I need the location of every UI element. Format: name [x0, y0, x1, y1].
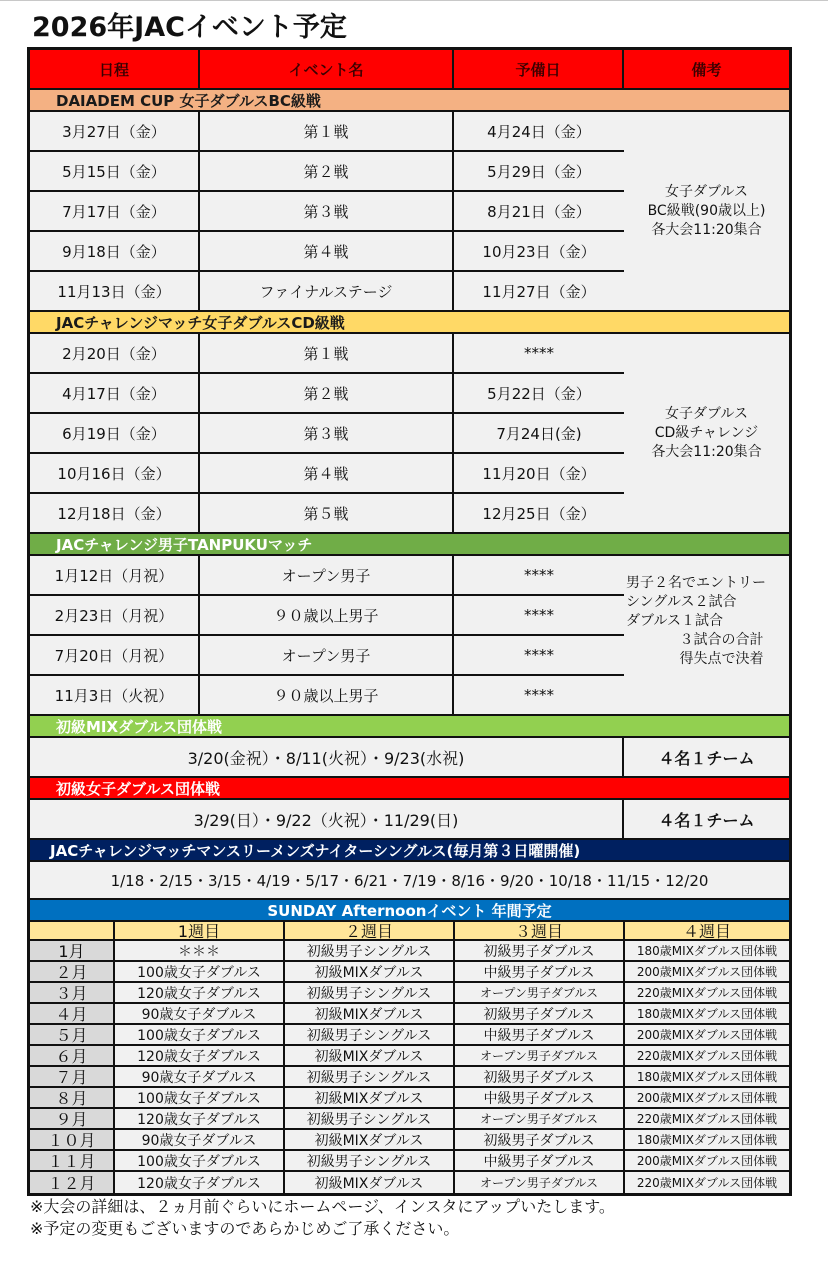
date-cell: 4月17日（金）	[30, 374, 200, 414]
date-cell: 2月20日（金）	[30, 334, 200, 374]
month-cell: １２月	[30, 1172, 115, 1193]
week1-cell: 120歳女子ダブルス	[115, 1046, 285, 1067]
week4-cell: 200歳MIXダブルス団体戦	[625, 1151, 789, 1172]
reserve-cell: 7月24日(金)	[454, 414, 624, 454]
event-cell: 第２戦	[200, 152, 454, 192]
date-cell: 10月16日（金）	[30, 454, 200, 494]
month-cell: ４月	[30, 1004, 115, 1025]
note-cell	[624, 334, 789, 534]
section-sunday-title: SUNDAY Afternoonイベント 年間予定	[30, 900, 789, 922]
week2-cell: 初級MIXダブルス	[285, 1004, 455, 1025]
note-cell: ４名１チーム	[624, 800, 789, 840]
reserve-cell: 5月22日（金）	[454, 374, 624, 414]
table-header	[30, 50, 789, 90]
table-row	[30, 152, 624, 192]
date-cell: 12月18日（金）	[30, 494, 200, 534]
week4-cell: 220歳MIXダブルス団体戦	[625, 1109, 789, 1130]
event-cell: オープン男子	[200, 636, 454, 676]
event-cell: 第５戦	[200, 494, 454, 534]
reserve-cell: ****	[454, 334, 624, 374]
date-cell: 7月20日（月祝）	[30, 636, 200, 676]
date-cell: 3月27日（金）	[30, 112, 200, 152]
section-cd	[30, 334, 789, 534]
month-cell: ５月	[30, 1025, 115, 1046]
week2-cell: 初級男子シングルス	[285, 941, 455, 962]
week3-cell: 中級男子ダブルス	[455, 1151, 625, 1172]
week1-cell: 90歳女子ダブルス	[115, 1004, 285, 1025]
week2-cell: 初級男子シングルス	[285, 983, 455, 1004]
week4-cell: 180歳MIXダブルス団体戦	[625, 1067, 789, 1088]
month-cell: １０月	[30, 1130, 115, 1151]
note-line: ダブルス１試合	[626, 613, 724, 629]
table-row	[30, 636, 624, 676]
week3-cell: オープン男子ダブルス	[455, 983, 625, 1004]
table-row	[30, 800, 789, 840]
week4-cell: 200歳MIXダブルス団体戦	[625, 1088, 789, 1109]
week4-cell: 180歳MIXダブルス団体戦	[625, 1004, 789, 1025]
date-cell: 11月3日（火祝）	[30, 676, 200, 716]
dates-cell: 1/18・2/15・3/15・4/19・5/17・6/21・7/19・8/16・9/20・10/18・11/15・12/20	[30, 862, 789, 900]
reserve-cell: 11月27日（金）	[454, 272, 624, 312]
week2-cell: 初級MIXダブルス	[285, 1130, 455, 1151]
week4-cell: 180歳MIXダブルス団体戦	[625, 941, 789, 962]
table-row	[30, 862, 789, 900]
table-row	[30, 738, 789, 778]
week3-cell: 初級男子ダブルス	[455, 1067, 625, 1088]
table-row	[30, 1130, 789, 1151]
month-cell: ３月	[30, 983, 115, 1004]
top-divider	[0, 0, 828, 1]
table-row	[30, 1025, 789, 1046]
week2-cell: 初級MIXダブルス	[285, 1088, 455, 1109]
table-row	[30, 1004, 789, 1025]
week3-cell: 中級男子ダブルス	[455, 1088, 625, 1109]
note-line: シングルス２試合	[626, 594, 737, 610]
week3-cell: オープン男子ダブルス	[455, 1109, 625, 1130]
week1-cell: 100歳女子ダブルス	[115, 1025, 285, 1046]
table-row	[30, 676, 624, 716]
reserve-cell: ****	[454, 636, 624, 676]
reserve-cell: 5月29日（金）	[454, 152, 624, 192]
section-tanpuku	[30, 556, 789, 716]
table-row	[30, 556, 624, 596]
month-cell: １１月	[30, 1151, 115, 1172]
month-cell: ２月	[30, 962, 115, 983]
table-row	[30, 334, 624, 374]
date-cell: 11月13日（金）	[30, 272, 200, 312]
week4-cell: 200歳MIXダブルス団体戦	[625, 1025, 789, 1046]
note-line: 男子２名でエントリー	[626, 575, 766, 591]
reserve-cell: ****	[454, 596, 624, 636]
table-row	[30, 962, 789, 983]
reserve-cell: 8月21日（金）	[454, 192, 624, 232]
week3-cell: 初級男子ダブルス	[455, 1130, 625, 1151]
week1-cell: 100歳女子ダブルス	[115, 962, 285, 983]
week1-cell: 90歳女子ダブルス	[115, 1130, 285, 1151]
table-row	[30, 232, 624, 272]
week2-cell: 初級男子シングルス	[285, 1025, 455, 1046]
date-cell: 9月18日（金）	[30, 232, 200, 272]
week1-cell: 100歳女子ダブルス	[115, 1151, 285, 1172]
event-cell: 第１戦	[200, 334, 454, 374]
event-cell: 第１戦	[200, 112, 454, 152]
table-row	[30, 112, 624, 152]
table-row	[30, 1088, 789, 1109]
week4-cell: 220歳MIXダブルス団体戦	[625, 1172, 789, 1193]
note-line: 得失点で決着	[679, 651, 764, 667]
week3-cell: オープン男子ダブルス	[455, 1046, 625, 1067]
table-row	[30, 192, 624, 232]
table-row	[30, 374, 624, 414]
date-cell: 7月17日（金）	[30, 192, 200, 232]
event-cell: 第３戦	[200, 192, 454, 232]
week3-cell: 初級男子ダブルス	[455, 1004, 625, 1025]
section-nighter-title: JACチャレンジマッチマンスリーメンズナイターシングルス(毎月第３日曜開催)	[30, 840, 789, 862]
reserve-cell: 11月20日（金）	[454, 454, 624, 494]
week1-cell: 100歳女子ダブルス	[115, 1088, 285, 1109]
week2-cell: 初級男子シングルス	[285, 1109, 455, 1130]
note-cell: ４名１チーム	[624, 738, 789, 778]
table-row	[30, 494, 624, 534]
sunday-header-row	[30, 922, 789, 941]
table-row	[30, 1067, 789, 1088]
month-cell: ９月	[30, 1109, 115, 1130]
section-cd-title: JACチャレンジマッチ女子ダブルスCD級戦	[30, 312, 789, 334]
week3-cell: 中級男子ダブルス	[455, 962, 625, 983]
header-event: イベント名	[200, 50, 454, 90]
month-cell: ８月	[30, 1088, 115, 1109]
week2-cell: 初級MIXダブルス	[285, 1172, 455, 1193]
note-line: 女子ダブルス	[664, 405, 749, 422]
dates-cell: 3/20(金祝）・8/11(火祝）・9/23(水祝)	[30, 738, 624, 778]
header-date: 日程	[30, 50, 200, 90]
week4-cell: 180歳MIXダブルス団体戦	[625, 1130, 789, 1151]
date-cell: 1月12日（月祝）	[30, 556, 200, 596]
header-reserve: 予備日	[454, 50, 624, 90]
reserve-cell: 10月23日（金）	[454, 232, 624, 272]
table-row	[30, 414, 624, 454]
event-cell: ９０歳以上男子	[200, 596, 454, 636]
footnotes	[30, 1196, 615, 1240]
week1-cell: 90歳女子ダブルス	[115, 1067, 285, 1088]
date-cell: 2月23日（月祝）	[30, 596, 200, 636]
week1-cell: 120歳女子ダブルス	[115, 1172, 285, 1193]
table-row	[30, 1046, 789, 1067]
reserve-cell: ****	[454, 556, 624, 596]
month-cell: ７月	[30, 1067, 115, 1088]
month-cell: 1月	[30, 941, 115, 962]
section-daiadem	[30, 112, 789, 312]
week1-cell: 120歳女子ダブルス	[115, 983, 285, 1004]
reserve-cell: 4月24日（金）	[454, 112, 624, 152]
table-row	[30, 596, 624, 636]
week1-cell: 120歳女子ダブルス	[115, 1109, 285, 1130]
week2-cell: 初級MIXダブルス	[285, 962, 455, 983]
week2-cell: 初級MIXダブルス	[285, 1046, 455, 1067]
week4-cell: 220歳MIXダブルス団体戦	[625, 983, 789, 1004]
week2-cell: 初級男子シングルス	[285, 1151, 455, 1172]
table-row	[30, 983, 789, 1004]
week3-cell: オープン男子ダブルス	[455, 1172, 625, 1193]
week3-header: ３週目	[455, 922, 625, 941]
footnote: ※予定の変更もございますのであらかじめご了承ください。	[30, 1219, 460, 1238]
note-line: 女子ダブルス	[664, 183, 749, 200]
footnote: ※大会の詳細は、２ヵ月前ぐらいにホームページ、インスタにアップいたします。	[30, 1197, 615, 1216]
dates-cell: 3/29(日）・9/22（火祝）・11/29(日)	[30, 800, 624, 840]
date-cell: 6月19日（金）	[30, 414, 200, 454]
note-line: 各大会11:20集合	[651, 443, 762, 460]
note-cell	[624, 556, 789, 716]
week4-header: ４週目	[625, 922, 789, 941]
week4-cell: 200歳MIXダブルス団体戦	[625, 962, 789, 983]
note-line: BC級戦(90歳以上)	[647, 202, 766, 219]
week1-header: 1週目	[115, 922, 285, 941]
week3-cell: 初級男子ダブルス	[455, 941, 625, 962]
section-tanpuku-title: JACチャレンジ男子TANPUKUマッチ	[30, 534, 789, 556]
note-line: CD級チャレンジ	[654, 424, 759, 441]
sunday-body	[30, 941, 789, 1193]
event-cell: 第４戦	[200, 232, 454, 272]
event-cell: 第３戦	[200, 414, 454, 454]
table-row	[30, 272, 624, 312]
table-row	[30, 941, 789, 962]
month-cell: ６月	[30, 1046, 115, 1067]
note-cell	[624, 112, 789, 312]
table-row	[30, 1109, 789, 1130]
table-row	[30, 1151, 789, 1172]
header-note: 備考	[624, 50, 789, 90]
event-cell: ９０歳以上男子	[200, 676, 454, 716]
event-cell: ファイナルステージ	[200, 272, 454, 312]
table-row	[30, 1172, 789, 1193]
note-line: 各大会11:20集合	[651, 221, 762, 238]
week3-cell: 中級男子ダブルス	[455, 1025, 625, 1046]
section-daiadem-title: DAIADEM CUP 女子ダブルスBC級戦	[30, 90, 789, 112]
event-cell: 第２戦	[200, 374, 454, 414]
schedule-table	[27, 47, 792, 1196]
reserve-cell: 12月25日（金）	[454, 494, 624, 534]
note-line: ３試合の合計	[679, 632, 764, 648]
section-women-team-title: 初級女子ダブルス団体戦	[30, 778, 789, 800]
section-mix-team-title: 初級MIXダブルス団体戦	[30, 716, 789, 738]
week2-header: ２週目	[285, 922, 455, 941]
page-title: 2026年JACイベント予定	[32, 12, 347, 43]
week1-cell: ＊＊＊	[115, 941, 285, 962]
week2-cell: 初級男子シングルス	[285, 1067, 455, 1088]
table-row	[30, 454, 624, 494]
week4-cell: 220歳MIXダブルス団体戦	[625, 1046, 789, 1067]
date-cell: 5月15日（金）	[30, 152, 200, 192]
event-cell: オープン男子	[200, 556, 454, 596]
event-cell: 第４戦	[200, 454, 454, 494]
reserve-cell: ****	[454, 676, 624, 716]
